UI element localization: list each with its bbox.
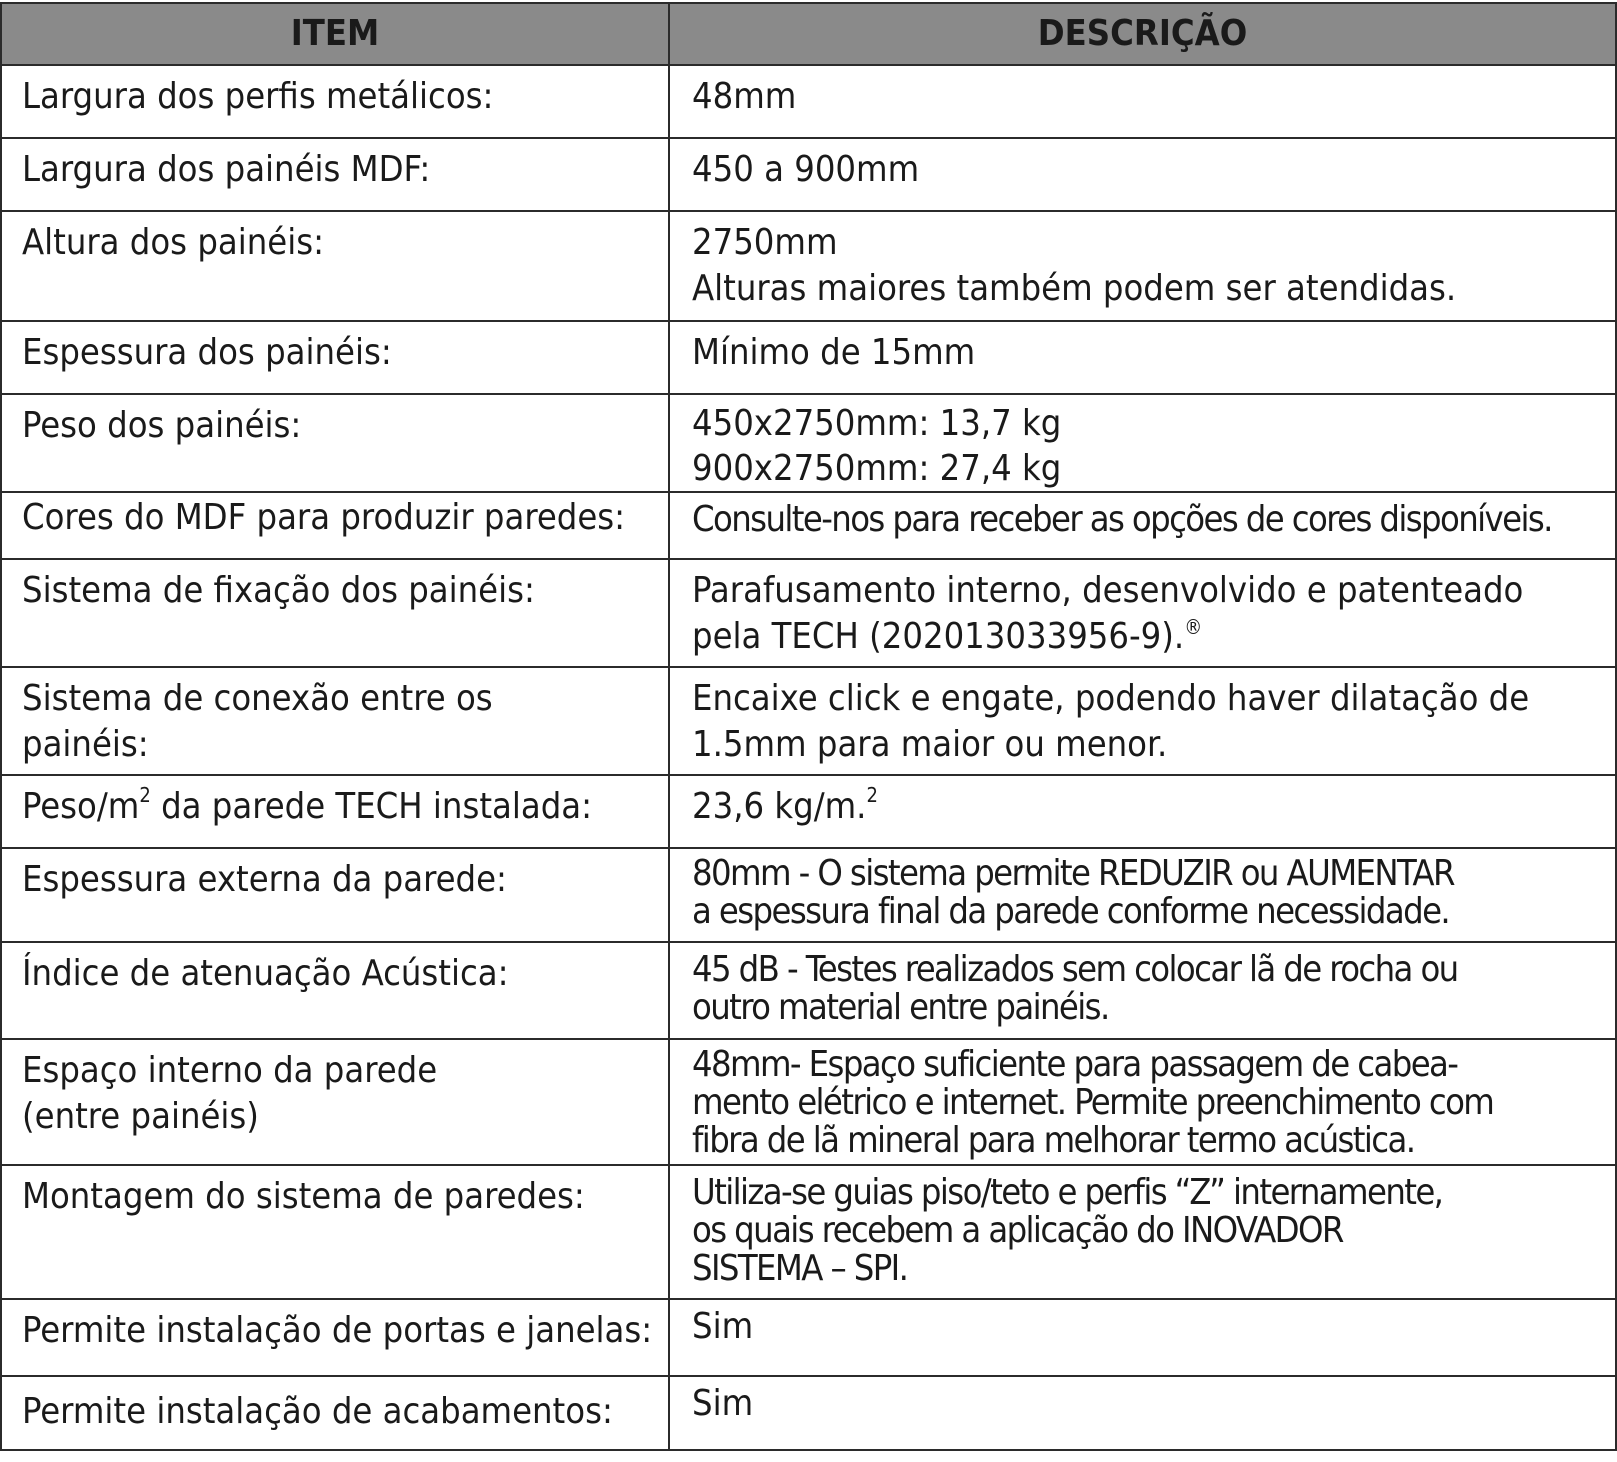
description-cell	[669, 321, 1616, 394]
description-cell	[669, 492, 1616, 559]
item-text: Largura dos perfis metálicos:	[22, 76, 494, 117]
description-text: 900x2750mm: 27,4 kg	[692, 448, 1062, 489]
item-text: Montagem do sistema de paredes:	[22, 1176, 585, 1217]
description-cell	[669, 394, 1616, 492]
description-cell	[669, 942, 1616, 1039]
item-text-part: da parede TECH instalada:	[150, 786, 593, 827]
description-text-part: 23,6 kg/m.	[692, 786, 867, 827]
description-cell	[669, 1376, 1616, 1450]
table-row	[1, 1299, 1616, 1376]
superscript-two: 2	[866, 783, 878, 807]
description-cell	[669, 138, 1616, 211]
description-text: fibra de lã mineral para melhorar termo acústica.	[692, 1119, 1415, 1161]
item-text: Largura dos painéis MDF:	[22, 149, 431, 190]
item-text-part: Peso/m	[22, 786, 140, 827]
item-cell	[1, 1299, 669, 1376]
description-cell	[669, 1039, 1616, 1165]
item-cell	[1, 667, 669, 775]
description-cell	[669, 775, 1616, 848]
description-text-part: pela TECH (202013033956-9).	[692, 616, 1185, 658]
description-text: Sim	[692, 1306, 754, 1347]
description-cell	[669, 667, 1616, 775]
registered-mark: ®	[1184, 615, 1203, 640]
table-row	[1, 1039, 1616, 1165]
description-text: Consulte-nos para receber as opções de cores disponíveis.	[692, 499, 1552, 540]
table-row	[1, 1376, 1616, 1450]
item-text: Sistema de fixação dos painéis:	[22, 570, 535, 611]
item-text: Espaço interno da parede	[22, 1050, 438, 1091]
item-cell	[1, 775, 669, 848]
description-cell	[669, 1165, 1616, 1299]
item-cell	[1, 848, 669, 942]
item-cell	[1, 394, 669, 492]
description-text: Mínimo de 15mm	[692, 332, 976, 373]
description-text: 2750mm	[692, 222, 838, 263]
description-text: 45 dB - Testes realizados sem colocar lã de rocha ou	[692, 949, 1458, 990]
column-header-description: DESCRIÇÃO	[669, 3, 1616, 65]
description-cell	[669, 211, 1616, 321]
table-row	[1, 138, 1616, 211]
item-cell	[1, 321, 669, 394]
description-text: 1.5mm para maior ou menor.	[692, 724, 1168, 766]
description-text: 450x2750mm: 13,7 kg	[692, 403, 1062, 444]
table-row	[1, 848, 1616, 942]
table-row	[1, 394, 1616, 492]
description-text: Alturas maiores também podem ser atendidas.	[692, 268, 1457, 310]
item-text: Cores do MDF para produzir paredes:	[22, 497, 626, 538]
description-text: outro material entre painéis.	[692, 986, 1109, 1028]
table-row	[1, 321, 1616, 394]
item-text: Espessura dos painéis:	[22, 332, 392, 373]
table-row	[1, 559, 1616, 667]
item-cell	[1, 138, 669, 211]
column-header-item: ITEM	[1, 3, 669, 65]
table-row	[1, 942, 1616, 1039]
item-cell	[1, 1376, 669, 1450]
item-cell	[1, 492, 669, 559]
table-row	[1, 492, 1616, 559]
description-text: 48mm- Espaço suficiente para passagem de cabea-	[692, 1044, 1458, 1085]
item-cell	[1, 1039, 669, 1165]
table-row	[1, 775, 1616, 848]
item-cell	[1, 942, 669, 1039]
description-cell	[669, 1299, 1616, 1376]
item-cell	[1, 65, 669, 138]
description-text: os quais recebem a aplicação do INOVADOR	[692, 1209, 1343, 1251]
item-text	[22, 784, 658, 830]
description-text: 48mm	[692, 76, 797, 117]
description-text: mento elétrico e internet. Permite preenchimento com	[692, 1081, 1494, 1123]
item-cell	[1, 211, 669, 321]
table-row	[1, 65, 1616, 138]
table-row	[1, 667, 1616, 775]
item-text: Sistema de conexão entre os	[22, 678, 493, 719]
item-text: Índice de atenuação Acústica:	[22, 953, 509, 994]
description-text: Encaixe click e engate, podendo haver dilatação de	[692, 678, 1530, 719]
item-text: (entre painéis)	[22, 1096, 259, 1138]
description-cell	[669, 848, 1616, 942]
superscript-two: 2	[139, 783, 151, 807]
table-row	[1, 1165, 1616, 1299]
item-text: Peso dos painéis:	[22, 405, 302, 446]
table-header-row	[1, 3, 1616, 65]
specifications-table	[0, 2, 1617, 1451]
description-text	[692, 784, 1609, 830]
description-cell	[669, 559, 1616, 667]
description-text: 450 a 900mm	[692, 149, 920, 190]
item-text: Permite instalação de acabamentos:	[22, 1391, 613, 1432]
description-text: SISTEMA – SPI.	[692, 1247, 908, 1289]
item-cell	[1, 559, 669, 667]
description-text: 80mm - O sistema permite REDUZIR ou AUMENTAR	[692, 853, 1454, 894]
description-cell	[669, 65, 1616, 138]
description-text: Utiliza-se guias piso/teto e perfis “Z” internamente,	[692, 1172, 1443, 1213]
description-text: Sim	[692, 1383, 754, 1424]
item-cell	[1, 1165, 669, 1299]
item-text: Espessura externa da parede:	[22, 859, 507, 900]
item-text: painéis:	[22, 724, 149, 766]
description-text: a espessura final da parede conforme necessidade.	[692, 890, 1450, 932]
item-text: Permite instalação de portas e janelas:	[22, 1310, 653, 1351]
description-text	[692, 614, 1609, 660]
table-row	[1, 211, 1616, 321]
item-text: Altura dos painéis:	[22, 222, 325, 263]
description-text: Parafusamento interno, desenvolvido e patenteado	[692, 570, 1524, 611]
